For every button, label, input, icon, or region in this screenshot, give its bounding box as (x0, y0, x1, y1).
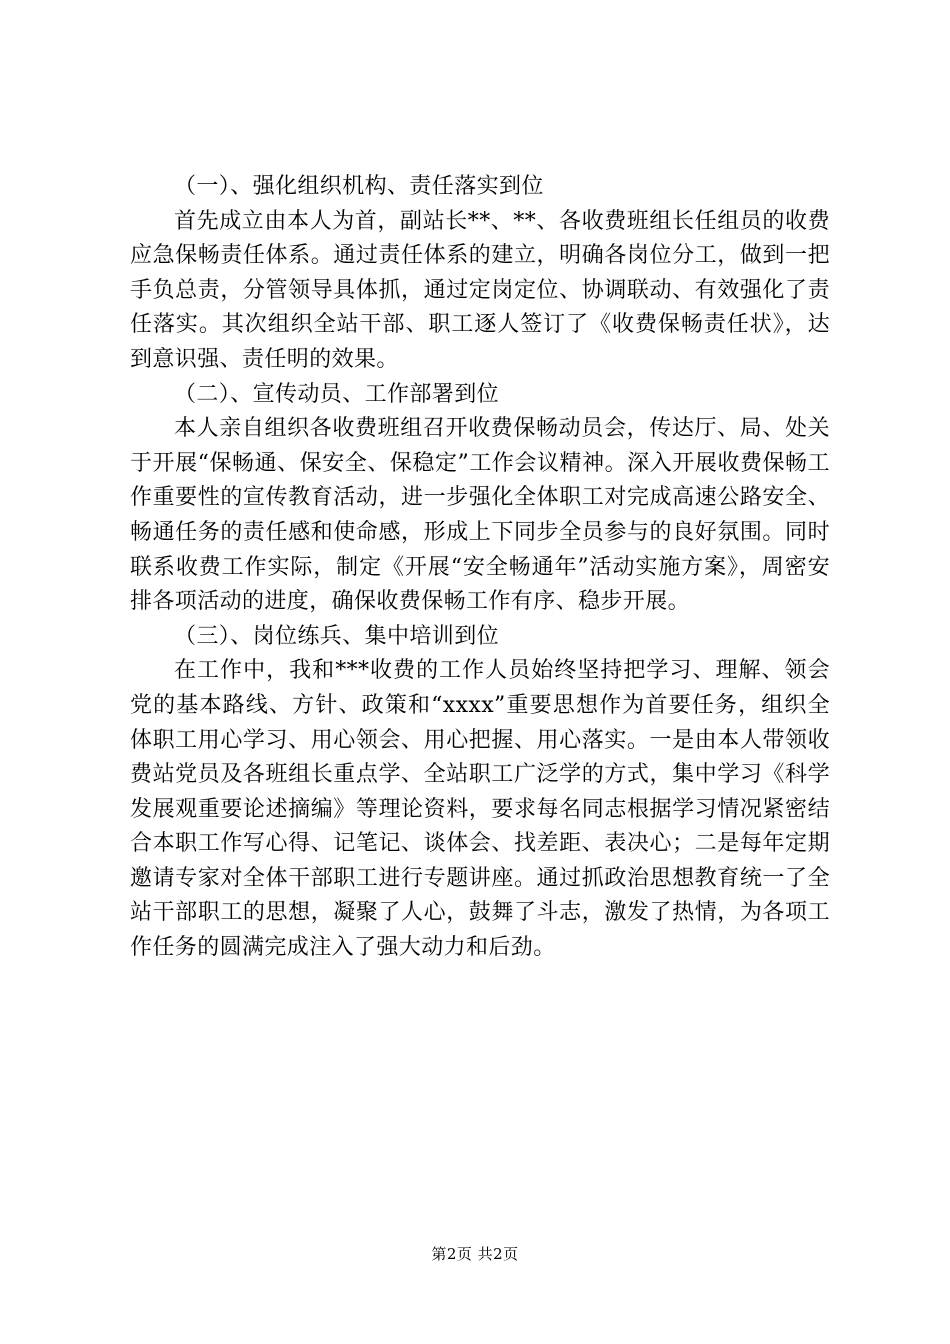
section-paragraph-2: 本人亲自组织各收费班组召开收费保畅动员会，传达厅、局、处关于开展“保畅通、保安全、保稳定”工作会议精神。深入开展收费保畅工作重要性的宣传教育活动，进一步强化全体职工对完成高速公路安全、畅通任务的责任感和使命感，形成上下同步全员参与的良好氛围。同时联系收费工作实际，制定《开展“安全畅通年”活动实施方案》，周密安排各项活动的进度，确保收费保畅工作有序、稳步开展。 (130, 416, 830, 615)
section-paragraph-3: 在工作中，我和***收费的工作人员始终坚持把学习、理解、领会党的基本路线、方针、政策和“xxxx”重要思想作为首要任务，组织全体职工用心学习、用心领会、用心把握、用心落实。一是由本人带领收费站党员及各班组长重点学、全站职工广泛学的方式，集中学习《科学发展观重要论述摘编》等理论资料，要求每名同志根据学习情况紧密结合本职工作写心得、记笔记、谈体会、找差距、表决心；二是每年定期邀请专家对全体干部职工进行专题讲座。通过抓政治思想教育统一了全站干部职工的思想，凝聚了人心，鼓舞了斗志，激发了热情，为各项工作任务的圆满完成注入了强大动力和后劲。 (130, 658, 830, 961)
section-heading-2: （二）、宣传动员、工作部署到位 (174, 381, 500, 407)
page-number-footer: 第2页 共2页 (431, 1245, 519, 1263)
section-heading-3: （三）、岗位练兵、集中培训到位 (174, 623, 500, 649)
document-body (130, 170, 830, 966)
section-heading-1: （一）、强化组织机构、责任落实到位 (174, 174, 544, 199)
section-paragraph-1: 首先成立由本人为首，副站长**、**、各收费班组长任组员的收费应急保畅责任体系。通过责任体系的建立，明确各岗位分工，做到一把手负总责，分管领导具体抓，通过定岗定位、协调联动、有效强化了责任落实。其次组织全站干部、职工逐人签订了《收费保畅责任状》，达到意识强、责任明的效果。 (130, 208, 830, 372)
